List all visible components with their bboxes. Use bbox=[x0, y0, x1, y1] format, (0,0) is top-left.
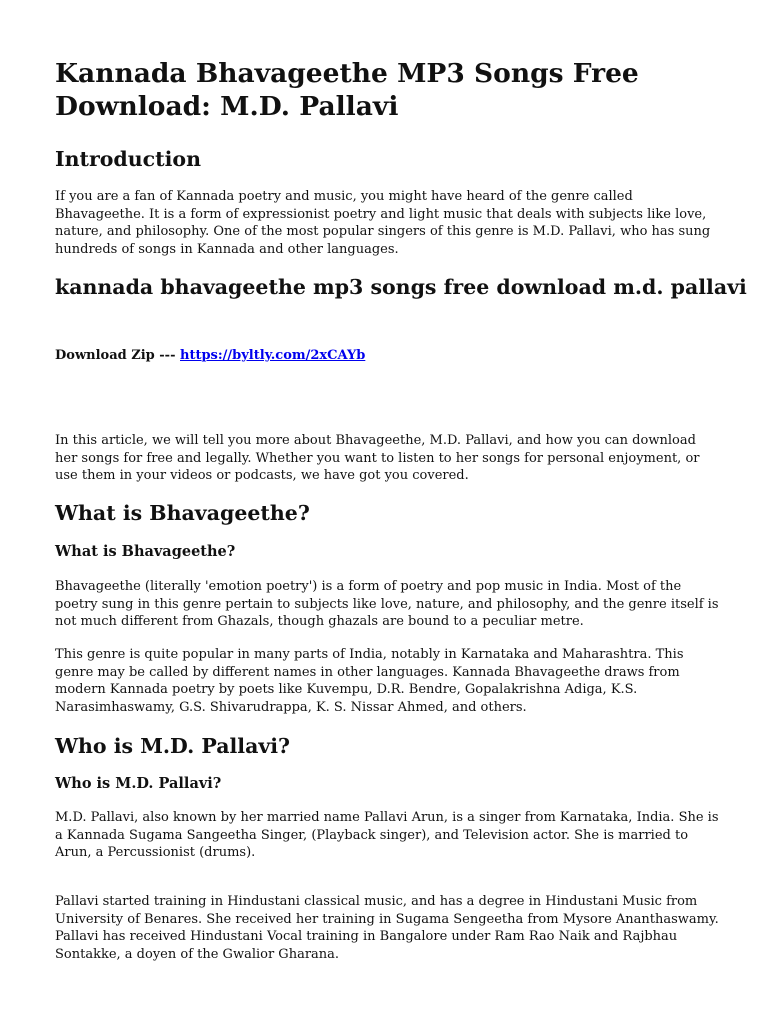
download-line bbox=[55, 347, 365, 365]
bhavageethe-heading: What is Bhavageethe? bbox=[55, 501, 310, 525]
bhavageethe-subheading: What is Bhavageethe? bbox=[55, 543, 236, 560]
pallavi-paragraph-2: Pallavi started training in Hindustani classical music, and has a degree in Hindustani Music from University of Benares. She received her training in Sugama Sengeetha from Mysore Ananthaswamy. Pallavi has received Hindustani Vocal training in Bangalore under Ram Rao Naik and Rajbhau Sontakke, a doyen of the Gwalior Gharana. bbox=[55, 894, 719, 962]
introduction-paragraph: If you are a fan of Kannada poetry and music, you might have heard of the genre called Bhavageethe. It is a form of expressionist poetry and light music that deals with subjects like love, nature, and philosophy. One of the most popular singers of this genre is M.D. Pallavi, who has sung hundreds of songs in Kannada and other languages. bbox=[55, 189, 711, 257]
keyword-heading: kannada bhavageethe mp3 songs free download m.d. pallavi bbox=[55, 275, 747, 299]
article-intro-paragraph: In this article, we will tell you more about Bhavageethe, M.D. Pallavi, and how you can download her songs for free and legally. Whether you want to listen to her songs for personal enjoyment, or use them in your videos or podcasts, we have got you covered. bbox=[55, 433, 700, 483]
download-link[interactable]: https://byltly.com/2xCAYb bbox=[180, 348, 366, 363]
pallavi-heading: Who is M.D. Pallavi? bbox=[55, 734, 291, 758]
pallavi-subheading: Who is M.D. Pallavi? bbox=[55, 775, 222, 792]
document-title: Kannada Bhavageethe MP3 Songs Free Download: M.D. Pallavi bbox=[55, 58, 639, 122]
bhavageethe-paragraph-2: This genre is quite popular in many parts of India, notably in Karnataka and Maharashtra. This genre may be called by different names in other languages. Kannada Bhavageethe draws from modern Kannada poetry by poets like Kuvempu, D.R. Bendre, Gopalakrishna Adiga, K.S. Narasimhaswamy, G.S. Shivarudrappa, K. S. Nissar Ahmed, and others. bbox=[55, 647, 684, 715]
download-label: Download Zip --- bbox=[55, 348, 176, 363]
bhavageethe-paragraph-1: Bhavageethe (literally 'emotion poetry') is a form of poetry and pop music in India. Most of the poetry sung in this genre pertain to subjects like love, nature, and philosophy, and the genre itself is not much different from Ghazals, though ghazals are bound to a peculiar metre. bbox=[55, 579, 719, 629]
pallavi-paragraph-1: M.D. Pallavi, also known by her married name Pallavi Arun, is a singer from Karnataka, India. She is a Kannada Sugama Sangeetha Singer, (Playback singer), and Television actor. She is married to Arun, a Percussionist (drums). bbox=[55, 810, 719, 860]
introduction-heading: Introduction bbox=[55, 147, 201, 171]
